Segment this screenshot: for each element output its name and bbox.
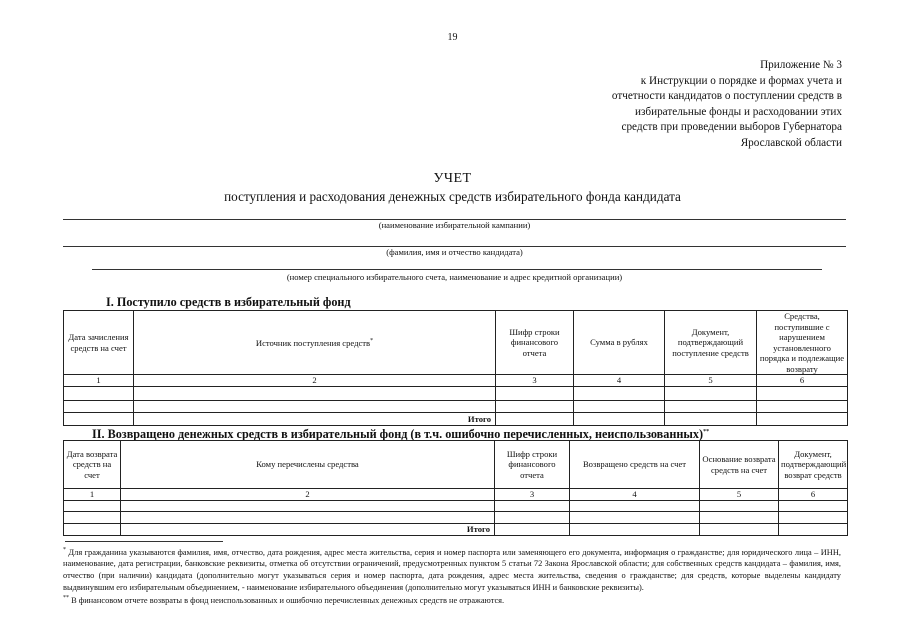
account-line: [92, 269, 822, 270]
header-cell: Возвращено средств на счет: [570, 441, 700, 489]
table-header-row: [64, 311, 848, 375]
section1-table: [63, 310, 848, 426]
appendix-line: к Инструкции о порядке и формах учета и: [640, 74, 842, 87]
account-caption: (номер специального избирательного счета, наименование и адрес кредитной организации): [286, 272, 623, 282]
column-number-row: [64, 375, 848, 387]
section2-table: [63, 440, 848, 536]
table-row: [64, 401, 848, 413]
footnote-mark: *: [63, 547, 66, 553]
column-number: 5: [665, 375, 757, 387]
table-row: [64, 387, 848, 401]
column-number: 5: [700, 489, 779, 501]
footnotes: [63, 545, 841, 607]
column-number: 4: [574, 375, 665, 387]
header-cell: Шифр строки финансового отчета: [495, 441, 570, 489]
column-number: 1: [64, 375, 134, 387]
header-cell: Средства, поступившие с нарушением установленного порядка и подлежащие возврату: [757, 311, 848, 375]
column-number: 2: [121, 489, 495, 501]
header-cell: Шифр строки финансового отчета: [496, 311, 574, 375]
page-number: 19: [447, 32, 458, 43]
table-header-row: [64, 441, 848, 489]
column-number: 4: [570, 489, 700, 501]
column-number: 3: [495, 489, 570, 501]
footnote-mark: **: [63, 595, 69, 602]
footnote-2: [63, 593, 841, 606]
header-cell: Кому перечислены средства: [121, 441, 495, 489]
section1-heading: I. Поступило средств в избирательный фонд: [106, 295, 351, 309]
appendix-note: [612, 58, 842, 152]
appendix-line: средств при проведении выборов Губернатора: [621, 121, 842, 134]
footnote-2-text: В финансовом отчете возвраты в фонд неиспользованных и ошибочно перечисленных денежных средств не отражаются.: [71, 595, 505, 605]
table-row: [64, 512, 848, 524]
appendix-line: Приложение № 3: [760, 59, 842, 71]
column-number: 6: [779, 489, 848, 501]
section2-heading-text: II. Возвращено денежных средств в избирательный фонд (в т.ч. ошибочно перечисленных, неиспользованных): [92, 427, 704, 441]
appendix-line: отчетности кандидатов о поступлении средств в: [611, 90, 842, 103]
footnote-mark: *: [370, 338, 374, 345]
appendix-line: Ярославской области: [740, 136, 842, 149]
header-cell: [134, 311, 496, 375]
total-row: [64, 413, 848, 426]
header-cell-text: Источник поступления средств: [255, 338, 371, 349]
footnote-mark: **: [703, 428, 710, 435]
total-label: Итого: [121, 524, 495, 536]
header-cell: Документ, подтверждающий возврат средств: [779, 441, 848, 489]
footnote-divider: [65, 541, 223, 542]
total-row: [64, 524, 848, 536]
document-subtitle: поступления и расходования денежных средств избирательного фонда кандидата: [224, 189, 681, 204]
document-title: УЧЕТ: [433, 171, 472, 186]
appendix-line: избирательные фонды и расходовании этих: [634, 105, 842, 118]
header-cell: Дата возврата средств на счет: [64, 441, 121, 489]
header-cell: Сумма в рублях: [574, 311, 665, 375]
column-number-row: [64, 489, 848, 501]
table-row: [64, 501, 848, 512]
header-cell: Основание возврата средств на счет: [700, 441, 779, 489]
footnote-1-text: Для гражданина указываются фамилия, имя, отчество, дата рождения, адрес места жительства, серия и номер паспорта или заменяющего его документа, информация о гражданстве; для юридического лица – ИНН, наименование, дата регистрации, банковские реквизиты, отметка об отсутствии ограничений, предусмотренных пунктом 5 статьи 72 Закона Ярославской области; для собственных средств кандидата – фамилия, имя, отчество (при наличии) кандидата (дополнительно могут указываться серия и номер паспорта, дата рождения, адрес места жительства, сведения о гражданстве; для средств, которые выделены кандидату выдвинувшим его избирательным объединением, - наименование избирательного объединения (дополнительно могут указываться ИНН и банковские реквизиты).: [63, 547, 842, 592]
column-number: 3: [496, 375, 574, 387]
campaign-caption: (наименование избирательной кампании): [378, 220, 531, 230]
column-number: 6: [757, 375, 848, 387]
header-cell: Дата зачисления средств на счет: [64, 311, 134, 375]
column-number: 1: [64, 489, 121, 501]
header-cell: Документ, подтверждающий поступление средств: [665, 311, 757, 375]
candidate-caption: (фамилия, имя и отчество кандидата): [386, 247, 523, 257]
total-label: Итого: [134, 413, 496, 426]
column-number: 2: [134, 375, 496, 387]
footnote-1: [63, 545, 841, 593]
